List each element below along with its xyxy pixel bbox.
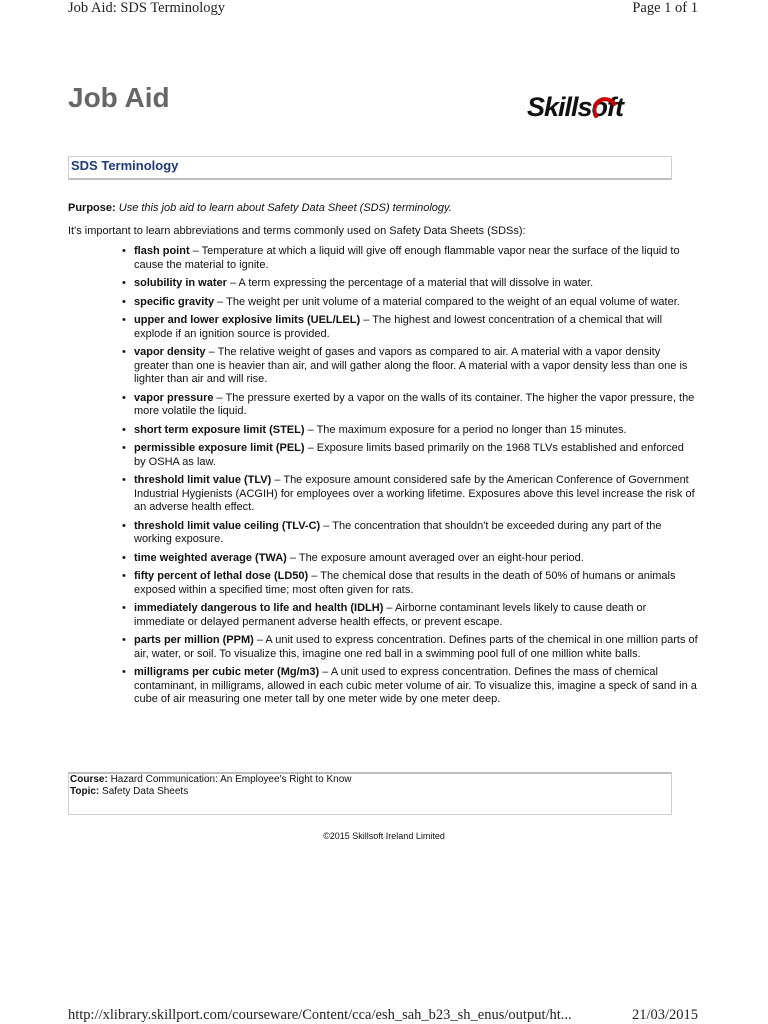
topic-label: Topic: — [70, 786, 100, 797]
term-definition: – The weight per unit volume of a material compared to the weight of an equal volume of water. — [214, 295, 680, 308]
bullet-icon: • — [122, 277, 126, 289]
bullet-icon: • — [122, 551, 126, 564]
term-definition: – The maximum exposure for a period no longer than 15 minutes. — [304, 423, 627, 436]
bullet-icon: • — [122, 346, 126, 358]
logo-arc-icon — [593, 96, 619, 122]
purpose-text: Use this job aid to learn about Safety Data Sheet (SDS) terminology. — [118, 202, 452, 214]
term-definition: – The exposure amount considered safe by the American Conference of Government Industrial Hygienists (ACGIH) for employees over a working lifetime. Exposures above this level increase the risk of an adverse health effect. — [134, 474, 695, 513]
term-item — [122, 666, 698, 707]
logo-text: Skillsoft — [527, 92, 624, 122]
course-value: Hazard Communication: An Employee's Right to Know — [110, 774, 352, 785]
term-name: short term exposure limit (STEL) — [134, 423, 305, 436]
bullet-icon: • — [122, 295, 126, 308]
term-definition: – The highest and lowest concentration of a chemical that will explode if an ignition source is provided. — [134, 314, 663, 340]
term-item — [122, 634, 698, 661]
print-header-page: Page 1 of 1 — [632, 0, 698, 16]
term-item — [122, 424, 698, 438]
bullet-icon: • — [122, 391, 126, 404]
copyright: ©2015 Skillsoft Ireland Limited — [323, 831, 445, 841]
skillsoft-logo — [527, 90, 642, 130]
course-row — [69, 774, 671, 786]
term-name: milligrams per cubic meter (Mg/m3) — [134, 666, 320, 678]
term-name: threshold limit value ceiling (TLV-C) — [134, 519, 321, 532]
term-definition: – The pressure exerted by a vapor on the walls of its container. The higher the vapor pressure, the more volatile the liquid. — [134, 391, 695, 417]
topic-row — [69, 786, 671, 798]
intro-text: It's important to learn abbreviations and terms commonly used on Safety Data Sheets (SDSs): — [68, 224, 526, 237]
term-definition: – A unit used to express concentration. Defines parts of the chemical in one million parts of air, water, or soil. To visualize this, imagine one red ball in a swimming pool full of one million white balls. — [134, 634, 698, 660]
term-definition: – The relative weight of gases and vapors as compared to air. A material with a vapor density greater than one is heavier than air, and will gather along the floor. A material with a vapor density less than one is lighter than air and will rise. — [134, 346, 688, 385]
print-footer-url[interactable]: http://xlibrary.skillport.com/courseware/Content/cca/esh_sah_b23_sh_enus/output/ht... — [68, 1007, 572, 1023]
bullet-icon: • — [122, 245, 126, 257]
term-item — [122, 552, 698, 566]
term-name: specific gravity — [134, 295, 215, 308]
bullet-icon: • — [122, 474, 126, 486]
term-definition: – The exposure amount averaged over an eight-hour period. — [286, 551, 584, 564]
bullet-icon: • — [122, 570, 126, 582]
bullet-icon: • — [122, 314, 126, 326]
term-name: parts per million (PPM) — [134, 634, 254, 646]
term-item — [122, 277, 698, 291]
term-item — [122, 314, 698, 341]
term-definition: – The chemical dose that results in the death of 50% of humans or animals exposed within a specified time; most often given for rats. — [134, 570, 676, 596]
term-item — [122, 602, 698, 629]
term-item — [122, 570, 698, 597]
term-name: vapor density — [134, 346, 206, 358]
term-item — [122, 296, 698, 310]
term-definition: – The concentration that shouldn't be exceeded during any part of the working exposure. — [134, 519, 662, 545]
content — [68, 202, 698, 712]
term-name: immediately dangerous to life and health (IDLH) — [134, 602, 384, 614]
print-header-title: Job Aid: SDS Terminology — [68, 0, 226, 16]
term-item — [122, 442, 698, 469]
page-title: Job Aid — [68, 82, 170, 113]
bullet-icon: • — [122, 442, 126, 454]
term-item — [122, 245, 698, 272]
print-footer-date: 21/03/2015 — [631, 1007, 698, 1023]
purpose-line — [68, 202, 698, 216]
term-name: threshold limit value (TLV) — [134, 474, 272, 486]
term-definition: – Exposure limits based primarily on the 1968 TLVs established and enforced by OSHA as law. — [134, 442, 684, 468]
purpose-label: Purpose: — [68, 202, 116, 214]
course-label: Course: — [70, 774, 108, 785]
terms-list — [68, 245, 698, 707]
print-header — [68, 0, 698, 17]
section-header — [68, 156, 672, 180]
term-name: vapor pressure — [134, 391, 214, 404]
print-footer — [68, 1007, 698, 1024]
term-definition: – A term expressing the percentage of a material that will dissolve in water. — [226, 277, 594, 289]
term-name: flash point — [134, 245, 190, 257]
term-name: permissible exposure limit (PEL) — [134, 442, 305, 454]
term-definition: – A unit used to express concentration. Defines the mass of chemical contaminant, in milligrams, allowed in each cubic meter volume of air. To visualize this, imagine a speck of sand in a cube of air measuring one meter tall by one meter wide by one meter deep. — [134, 666, 697, 705]
term-item — [122, 474, 698, 515]
section-title: SDS Terminology — [71, 158, 179, 173]
term-name: upper and lower explosive limits (UEL/LEL) — [134, 314, 361, 326]
term-item — [122, 392, 698, 419]
bullet-icon: • — [122, 634, 126, 646]
term-name: time weighted average (TWA) — [134, 551, 287, 564]
term-name: solubility in water — [134, 277, 227, 289]
term-item — [122, 346, 698, 387]
topic-value: Safety Data Sheets — [102, 786, 189, 797]
bullet-icon: • — [122, 666, 126, 678]
term-definition: – Airborne contaminant levels likely to cause death or immediate or delayed permanent adverse health effects, or prevent escape. — [134, 602, 647, 628]
term-name: fifty percent of lethal dose (LD50) — [134, 570, 309, 582]
bullet-icon: • — [122, 602, 126, 614]
term-item — [122, 520, 698, 547]
bullet-icon: • — [122, 519, 126, 532]
course-info-box — [68, 772, 672, 815]
bullet-icon: • — [122, 423, 126, 436]
term-definition: – Temperature at which a liquid will give off enough flammable vapor near the surface of the liquid to cause the material to ignite. — [134, 245, 680, 271]
